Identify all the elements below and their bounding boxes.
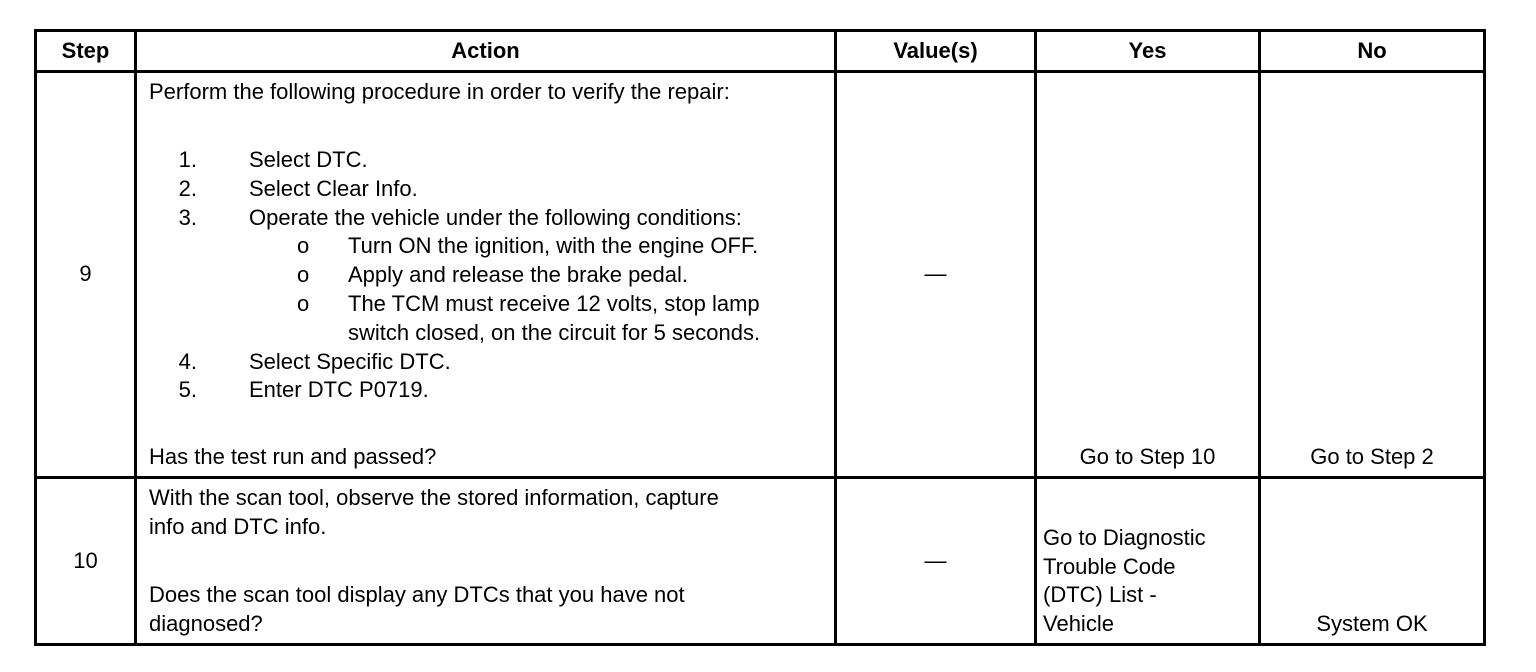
diagnostic-procedure-table	[34, 29, 1486, 646]
item-text: Enter DTC P0719.	[249, 377, 429, 403]
no-cell	[1260, 72, 1485, 478]
col-header-action: Action	[136, 31, 836, 72]
yes-result-line: Vehicle	[1043, 611, 1114, 637]
item-text: Select DTC.	[249, 147, 368, 172]
bullet-mark: o	[297, 233, 310, 259]
item-number: 1.	[178, 147, 197, 172]
bullet-mark: o	[297, 262, 310, 288]
item-text: Operate the vehicle under the following conditions:	[249, 204, 742, 230]
bullet-mark: o	[297, 290, 310, 316]
step-number: 10	[36, 478, 136, 645]
list-item	[149, 348, 451, 377]
bullet-text: switch closed, on the circuit for 5 seconds.	[348, 319, 761, 345]
no-result: Go to Step 2	[1310, 444, 1434, 470]
table-row	[36, 72, 1485, 478]
action-intro: Perform the following procedure in order to verify the repair:	[149, 79, 730, 104]
no-cell	[1260, 478, 1485, 645]
value-cell: —	[836, 72, 1036, 478]
yes-result: Go to Step 10	[1079, 444, 1216, 470]
no-result: System OK	[1316, 611, 1428, 637]
item-number: 5.	[178, 377, 197, 403]
yes-result-line: Go to Diagnostic	[1043, 524, 1206, 550]
yes-result	[1043, 524, 1206, 639]
item-number: 2.	[178, 175, 197, 201]
bullet-item	[149, 261, 689, 290]
yes-cell	[1036, 72, 1260, 478]
col-header-values: Value(s)	[836, 31, 1036, 72]
procedure-list	[149, 146, 761, 405]
col-header-no: No	[1260, 31, 1485, 72]
bullet-continuation	[149, 319, 761, 348]
bullet-text: Apply and release the brake pedal.	[348, 262, 689, 288]
question-line: diagnosed?	[149, 611, 263, 637]
question-line: Does the scan tool display any DTCs that you have not	[149, 582, 685, 608]
action-question: Has the test run and passed?	[149, 444, 437, 470]
bullet-text: The TCM must receive 12 volts, stop lamp	[348, 290, 760, 316]
yes-result-line: Trouble Code	[1043, 553, 1176, 579]
list-item	[149, 204, 742, 233]
list-item	[149, 146, 368, 175]
item-text: Select Clear Info.	[249, 175, 418, 201]
yes-result-line: (DTC) List -	[1043, 582, 1157, 608]
instruction-line: With the scan tool, observe the stored information, capture	[149, 485, 719, 510]
list-item	[149, 175, 418, 204]
header-row	[36, 31, 1485, 72]
action-cell	[136, 478, 836, 645]
bullet-text: Turn ON the ignition, with the engine OFF.	[348, 233, 759, 259]
instruction-line: info and DTC info.	[149, 513, 327, 539]
item-number: 3.	[178, 204, 197, 230]
bullet-item	[149, 232, 759, 261]
action-instruction	[149, 484, 719, 542]
table-row	[36, 478, 1485, 645]
item-number: 4.	[178, 348, 197, 374]
action-question	[149, 581, 685, 639]
list-item	[149, 376, 429, 405]
col-header-yes: Yes	[1036, 31, 1260, 72]
step-number: 9	[36, 72, 136, 478]
col-header-step: Step	[36, 31, 136, 72]
yes-cell	[1036, 478, 1260, 645]
bullet-item	[149, 290, 760, 319]
action-cell	[136, 72, 836, 478]
item-text: Select Specific DTC.	[249, 348, 451, 374]
value-cell: —	[836, 478, 1036, 645]
